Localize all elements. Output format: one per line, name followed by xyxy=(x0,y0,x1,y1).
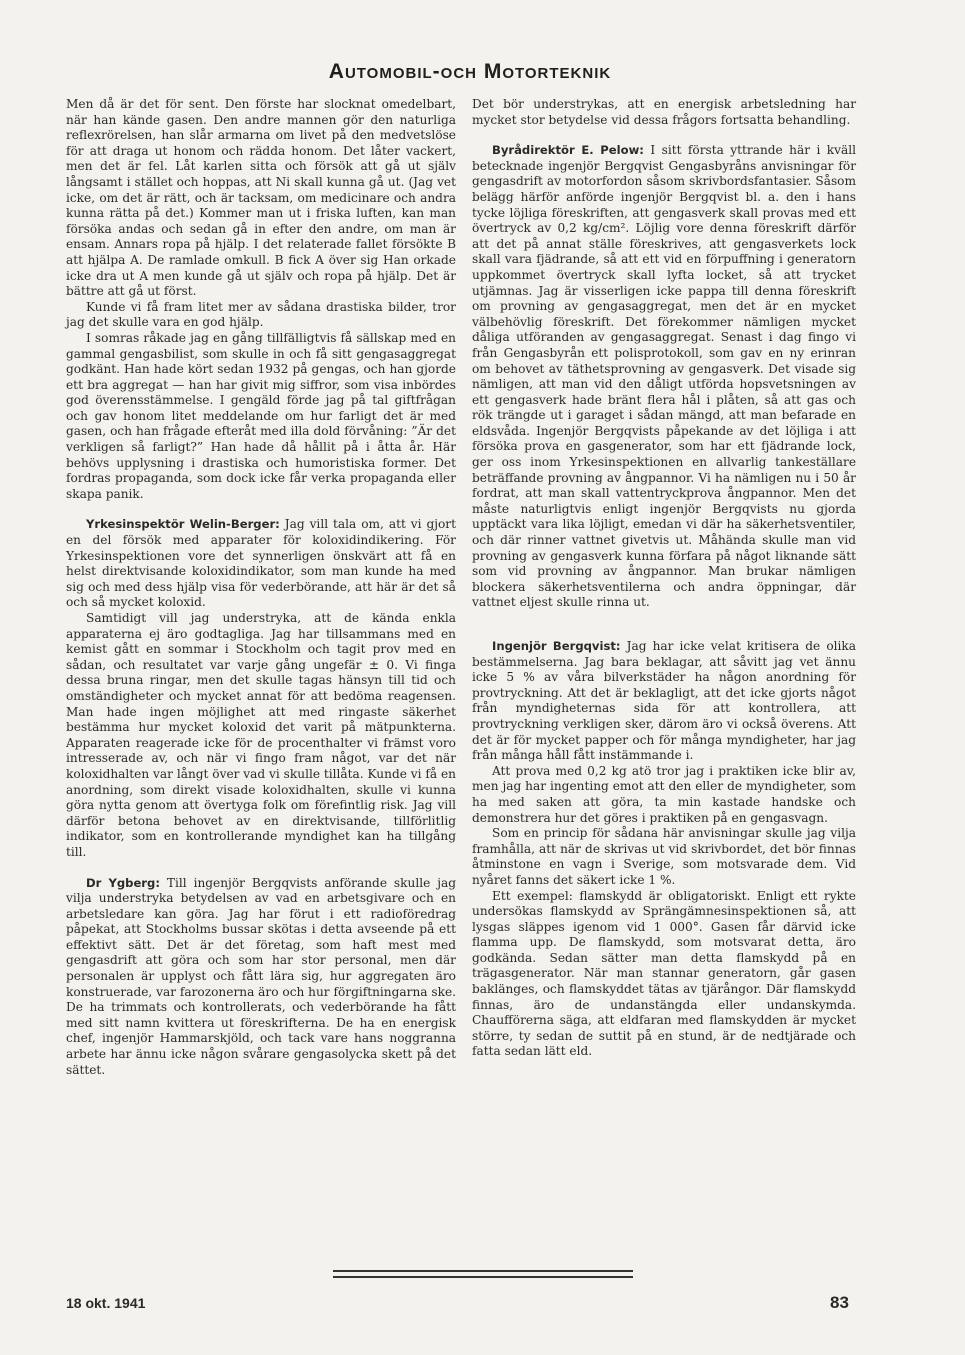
speaker-text: I sitt första yttrande här i kväll betecknade ingenjör Bergqvist Gengasbyråns anvisningar för gengasdrift av motorfordon såsom skrivbordsfantasier. Såsom belägg härför anförde ingenjör Bergqvist bl. a. den i hans tycke löjliga föreskriften, att gengasverk skall provas med ett övertryck av 0,2 kg/cm². Löjlig vore denna föreskrift därför att det på annat ställe föreskrives, att gengasverkets lock skall vara fjädrande, så att ett vid en förpuffning i generatorn uppkommet övertryck skall lyfta locket, så att trycket utjämnas. Jag är visserligen icke pappa till denna föreskrift om provning av gengasaggregat, men det är en mycket välbehövlig föreskrift. Det förekommer nämligen mycket dåliga utföranden av gengasaggregat. Senast i dag fingo vi från Gengasbyrån ett polisprotokoll, som gav en ny erinran om behovet av täthetsprovning av gengasverk. Det visade sig nämligen, att man vid den dåligt utförda hopsvetsningen av ett gengasverk hade bränt flera hål i plåten, så att gas och rök trängde ut i garaget i sådan mängd, att man befarade en eldsvåda. Ingenjör Bergqvists påpekande av det löjliga i att försöka prova en gasgenerator, som har ett fjädrande lock, ger oss inom Yrkesinspektionen en allvarlig tankeställare beträffande provning av ångpannor. Vi ha nämligen nu i 50 år fordrat, att man skall vattentryckprova ångpannor. Men det måste naturligtvis enligt ingenjör Bergqvists nu gjorda upptäckt vara lika löjligt, emedan vi där ha säkerhetsventiler, och där rinner vattnet givetvis ut. Måhända skulle man vid provning av gengasverk kunna förfara på något liknande sätt som vid provning av ångpannor. Man brukar nämligen blockera säkerhetsventilerna och andra öppningar, där vattnet eljest skulle rinna ut. xyxy=(472,143,856,610)
speaker-name: Yrkesinspektör Welin-Berger: xyxy=(86,517,280,532)
paragraph: Det bör understrykas, att en energisk arbetsledning har mycket stor betydelse vid dessa frågors fortsatta behandling. xyxy=(472,97,856,127)
speaker-paragraph xyxy=(472,639,856,764)
speaker-name: Byrådirektör E. Pelow: xyxy=(492,143,644,158)
speaker-paragraph xyxy=(472,143,856,611)
speaker-name: Ingenjör Bergqvist: xyxy=(492,639,621,653)
speaker-text: Till ingenjör Bergqvists anförande skulle jag vilja understryka betydelsen av vad en arbetsgivare och en arbetsledare kan göra. Jag har förut i ett radioföredrag påpekat, att Stockholms bussar skötas i detta avseende på ett effektivt sätt. Det är det företag, som haft mest med gengasdrift att göra och som har stor personal, men där personalen är upplyst och fått lära sig, hur aggregaten äro konstruerade, var farozonerna äro och hur förgiftningarna ske. De ha trimmats och kontrollerats, och vederbörande ha fått med sitt namn kvittera ut föreskrifterna. De ha en energisk chef, ingenjör Hammarskjöld, och tack vare hans noggranna arbete har ännu icke någon svårare gengasolycka skett på det sättet. xyxy=(66,875,456,1077)
speaker-text: Jag vill tala om, att vi gjort en del försök med apparater för koloxidindikering. För Yrkesinspektionen vore det synnerligen önskvärt att få en helst direktvisande koloxidindikator, som man kunde ha med sig och med dess hjälp visa för vederbörande, att här är det så och så mycket koloxid. xyxy=(66,517,456,610)
speaker-paragraph xyxy=(66,876,456,1079)
speaker-paragraph xyxy=(66,517,456,611)
speaker-name: Dr Ygberg: xyxy=(86,875,160,890)
paragraph: Ett exempel: flamskydd är obligatoriskt. Enligt ett rykte undersökas flamskydd av Sprängämnesinspektionen så, att lysgas släppes igenom vid 1 000°. Gasen får därvid icke flamma upp. De flamskydd, som motsvarat detta, äro godkända. Sedan sätter man detta flamskydd på en trägasgenerator. När man stannar generatorn, går gasen baklänges, och flamskyddet tätas av tjärångor. Där flamskydd finnas, äro de undanstängda eller undanskymda. Chaufförerna säga, att eldfaran med flamskydden är mycket större, ty sedan de suttit på en stund, är de nedtjärade och fatta sedan lätt eld. xyxy=(472,888,856,1059)
paragraph: Samtidigt vill jag understryka, att de kända enkla apparaterna ej äro godtagliga. Jag har tillsammans med en kemist gått en sommar i Stockholm och tagit prov med en sådan, och resultatet var varje gång ungefär ± 0. Vi finga dessa bruna ringar, men det skulle tagas hänsyn till tid och omständigheter och mycket annat för att bedöma reagensen. Man hade ingen möjlighet att med ringaste säkerhet bestämma hur mycket koloxid det varit på mätpunkterna. Apparaten reagerade icke för de procenthalter vi främst voro intresserade av, och när vi fingo fram något, var det när koloxidhalten var långt över vad vi skulle tillåta. Kunde vi få en anordning, som direkt visade koloxidhalten, skulle vi kunna göra nytta genom att övertyga folk om förefintlig risk. Jag vill därför betona behovet av en direktvisande, tillförlitlig indikator, som en kontrollerande myndighet kan ha tillgång till. xyxy=(66,611,456,859)
page-number: 83 xyxy=(830,1293,849,1312)
issue-date: 18 okt. 1941 xyxy=(66,1295,146,1311)
footer-rule xyxy=(333,1270,633,1272)
paragraph: Men då är det för sent. Den förste har slocknat omedelbart, när han kände gasen. Den andre mannen gör den naturliga reflexrörelsen, han slår armarna om livet på den medvetslöse för att draga ut honom och rädda honom. Det låter vackert, men det är fel. Låt karlen sitta och försök att gå ut själv långsamt i stället och hoppas, att Ni skall kunna gå ut. (Jag vet icke, om det är rätt, och är tacksam, om medicinare och andra kunna rätta på det.) Kommer man ut i friska luften, kan man försöka andas och sedan gå in efter den andre, om man är ensam. Annars ropa på hjälp. I det relaterade fallet försökte B att hjälpa A. De ramlade omkull. B fick A över sig Han orkade icke dra ut A men kunde gå ut själv och ropa på hjälp. Det är bättre att gå ut först. xyxy=(66,97,456,299)
paragraph: Kunde vi få fram litet mer av sådana drastiska bilder, tror jag det skulle vara en god hjälp. xyxy=(66,299,456,330)
left-column xyxy=(66,97,456,1078)
footer-rule xyxy=(333,1276,633,1278)
paragraph: I somras råkade jag en gång tillfälligtvis få sällskap med en gammal gengasbilist, som skulle in och få sitt gengasaggregat godkänt. Han hade kört sedan 1932 på gengas, och han gjorde ett bra aggregat — han har givit mig siffror, som visa inbördes god överensstämmelse. I gengäld förde jag på tal giftfrågan och gav honom litet meddelande om hur farligt det är med gasen, och han frågade efteråt med illa dold förvåning: ”Är det verkligen så farligt?” Han hade då hållit på i åtta år. Här behövs upplysning i drastiska och humoristiska former. Det fordras propaganda, som dock icke får verka propaganda eller skapa panik. xyxy=(66,330,456,501)
page-header: Automobil-och Motorteknik xyxy=(328,60,612,83)
right-column xyxy=(472,97,856,1060)
paragraph: Som en princip för sådana här anvisningar skulle jag vilja framhålla, att när de skrivas ut vid skrivbordet, det bör finnas åtminstone en vagn i Sverige, som motsvarade dem. Vid nyåret fanns det säkert icke 1 %. xyxy=(472,826,856,887)
paragraph: Att prova med 0,2 kg atö tror jag i praktiken icke blir av, men jag har ingenting emot att den eller de myndigheter, som ha med saken att göra, ta min kastade handske och demonstrera hur det göres i praktiken på en gengasvagn. xyxy=(472,763,856,825)
speaker-text: Jag har icke velat kritisera de olika bestämmelserna. Jag bara beklagar, att såvitt jag vet ännu icke 5 % av våra bilverkstäder ha någon anordning för provtryckning. Att det är beklagligt, att det icke gjorts något från myndigheternas sida för att kontrollera, att provtryckning verkligen sker, därom äro vi också överens. Att det är för mycket papper och för många myndigheter, har jag från många håll fått instämmande i. xyxy=(472,639,856,763)
